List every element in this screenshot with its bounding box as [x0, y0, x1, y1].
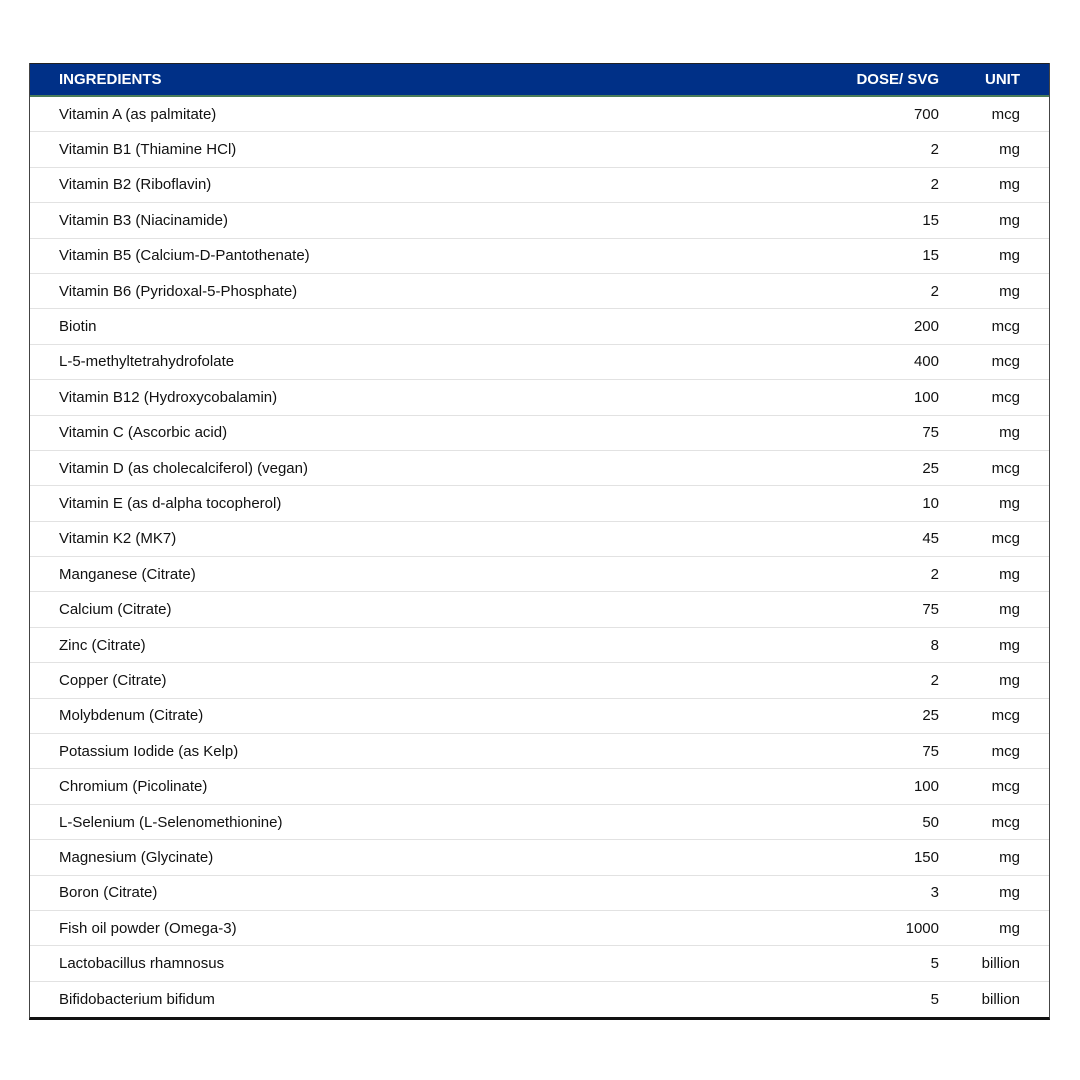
dose-value: 8 — [930, 636, 939, 654]
table-row — [30, 203, 1049, 238]
dose-value: 700 — [913, 105, 939, 123]
table-row — [30, 416, 1049, 451]
header-unit: UNIT — [985, 71, 1020, 88]
table-row — [30, 486, 1049, 521]
unit-value: mcg — [991, 353, 1020, 371]
table-row — [30, 911, 1049, 946]
unit-value: mg — [999, 848, 1020, 866]
ingredient-name: Vitamin E (as d-alpha tocopherol) — [59, 494, 282, 512]
dose-value: 2 — [930, 141, 939, 159]
table-row — [30, 380, 1049, 415]
unit-value: mg — [999, 282, 1020, 300]
table-row — [30, 805, 1049, 840]
unit-value: mg — [999, 671, 1020, 689]
ingredient-name: Vitamin C (Ascorbic acid) — [59, 424, 228, 442]
ingredient-name: Vitamin B6 (Pyridoxal-5-Phosphate) — [59, 282, 298, 300]
ingredient-name: Vitamin K2 (MK7) — [59, 530, 177, 548]
ingredient-name: Vitamin B12 (Hydroxycobalamin) — [59, 388, 278, 406]
dose-value: 10 — [922, 494, 939, 512]
table-row — [30, 982, 1049, 1017]
dose-value: 2 — [930, 671, 939, 689]
ingredient-name: Fish oil powder (Omega-3) — [59, 919, 237, 937]
unit-value: mcg — [991, 707, 1020, 725]
unit-value: mg — [999, 636, 1020, 654]
table-row — [30, 769, 1049, 804]
table-row — [30, 168, 1049, 203]
table-row — [30, 309, 1049, 344]
dose-value: 400 — [913, 353, 939, 371]
unit-value: mg — [999, 247, 1020, 265]
dose-value: 5 — [930, 990, 939, 1008]
table-row — [30, 699, 1049, 734]
table-row — [30, 840, 1049, 875]
unit-value: mg — [999, 884, 1020, 902]
table-header — [30, 63, 1049, 97]
unit-value: mg — [999, 424, 1020, 442]
table-row — [30, 592, 1049, 627]
unit-value: mg — [999, 919, 1020, 937]
table-row — [30, 274, 1049, 309]
ingredient-name: Zinc (Citrate) — [59, 636, 146, 654]
table-row — [30, 557, 1049, 592]
dose-value: 25 — [922, 707, 939, 725]
unit-value: mcg — [991, 318, 1020, 336]
table-row — [30, 345, 1049, 380]
table-row — [30, 734, 1049, 769]
table-row — [30, 876, 1049, 911]
ingredient-name: L-5-methyltetrahydrofolate — [59, 353, 235, 371]
dose-value: 100 — [913, 388, 939, 406]
ingredient-name: L-Selenium (L-Selenomethionine) — [59, 813, 283, 831]
dose-value: 75 — [922, 742, 939, 760]
unit-value: billion — [981, 990, 1020, 1008]
unit-value: mcg — [991, 530, 1020, 548]
ingredient-name: Boron (Citrate) — [59, 884, 158, 902]
header-dose: DOSE/ SVG — [856, 71, 939, 88]
unit-value: mg — [999, 565, 1020, 583]
dose-value: 2 — [930, 176, 939, 194]
dose-value: 100 — [913, 778, 939, 796]
unit-value: mcg — [991, 778, 1020, 796]
table-row — [30, 628, 1049, 663]
unit-value: mcg — [991, 388, 1020, 406]
dose-value: 15 — [922, 211, 939, 229]
dose-value: 25 — [922, 459, 939, 477]
ingredient-name: Vitamin A (as palmitate) — [59, 105, 217, 123]
ingredient-name: Vitamin B2 (Riboflavin) — [59, 176, 212, 194]
unit-value: mg — [999, 494, 1020, 512]
ingredient-name: Potassium Iodide (as Kelp) — [59, 742, 239, 760]
ingredient-name: Magnesium (Glycinate) — [59, 848, 214, 866]
dose-value: 15 — [922, 247, 939, 265]
table-row — [30, 522, 1049, 557]
table-row — [30, 239, 1049, 274]
ingredient-name: Manganese (Citrate) — [59, 565, 196, 583]
dose-value: 200 — [913, 318, 939, 336]
dose-value: 5 — [930, 955, 939, 973]
unit-value: mcg — [991, 459, 1020, 477]
unit-value: mg — [999, 141, 1020, 159]
table-row — [30, 663, 1049, 698]
unit-value: mg — [999, 176, 1020, 194]
ingredient-name: Lactobacillus rhamnosus — [59, 955, 225, 973]
table-row — [30, 946, 1049, 981]
table-body — [30, 97, 1049, 1017]
ingredients-table — [29, 63, 1050, 1020]
table-row — [30, 451, 1049, 486]
ingredient-name: Vitamin B5 (Calcium-D-Pantothenate) — [59, 247, 310, 265]
unit-value: billion — [981, 955, 1020, 973]
table-row — [30, 97, 1049, 132]
dose-value: 150 — [913, 848, 939, 866]
unit-value: mcg — [991, 742, 1020, 760]
ingredient-name: Chromium (Picolinate) — [59, 778, 208, 796]
unit-value: mcg — [991, 105, 1020, 123]
ingredient-name: Bifidobacterium bifidum — [59, 990, 215, 1008]
ingredient-name: Vitamin B1 (Thiamine HCl) — [59, 141, 237, 159]
table-row — [30, 132, 1049, 167]
dose-value: 75 — [922, 601, 939, 619]
dose-value: 75 — [922, 424, 939, 442]
ingredient-name: Copper (Citrate) — [59, 671, 167, 689]
ingredient-name: Molybdenum (Citrate) — [59, 707, 204, 725]
ingredient-name: Vitamin B3 (Niacinamide) — [59, 211, 228, 229]
ingredient-name: Vitamin D (as cholecalciferol) (vegan) — [59, 459, 308, 477]
unit-value: mg — [999, 601, 1020, 619]
ingredient-name: Calcium (Citrate) — [59, 601, 172, 619]
unit-value: mg — [999, 211, 1020, 229]
dose-value: 2 — [930, 282, 939, 300]
dose-value: 1000 — [905, 919, 939, 937]
dose-value: 3 — [930, 884, 939, 902]
header-ingredients: INGREDIENTS — [59, 71, 162, 88]
unit-value: mcg — [991, 813, 1020, 831]
dose-value: 45 — [922, 530, 939, 548]
dose-value: 2 — [930, 565, 939, 583]
ingredient-name: Biotin — [59, 318, 97, 336]
dose-value: 50 — [922, 813, 939, 831]
